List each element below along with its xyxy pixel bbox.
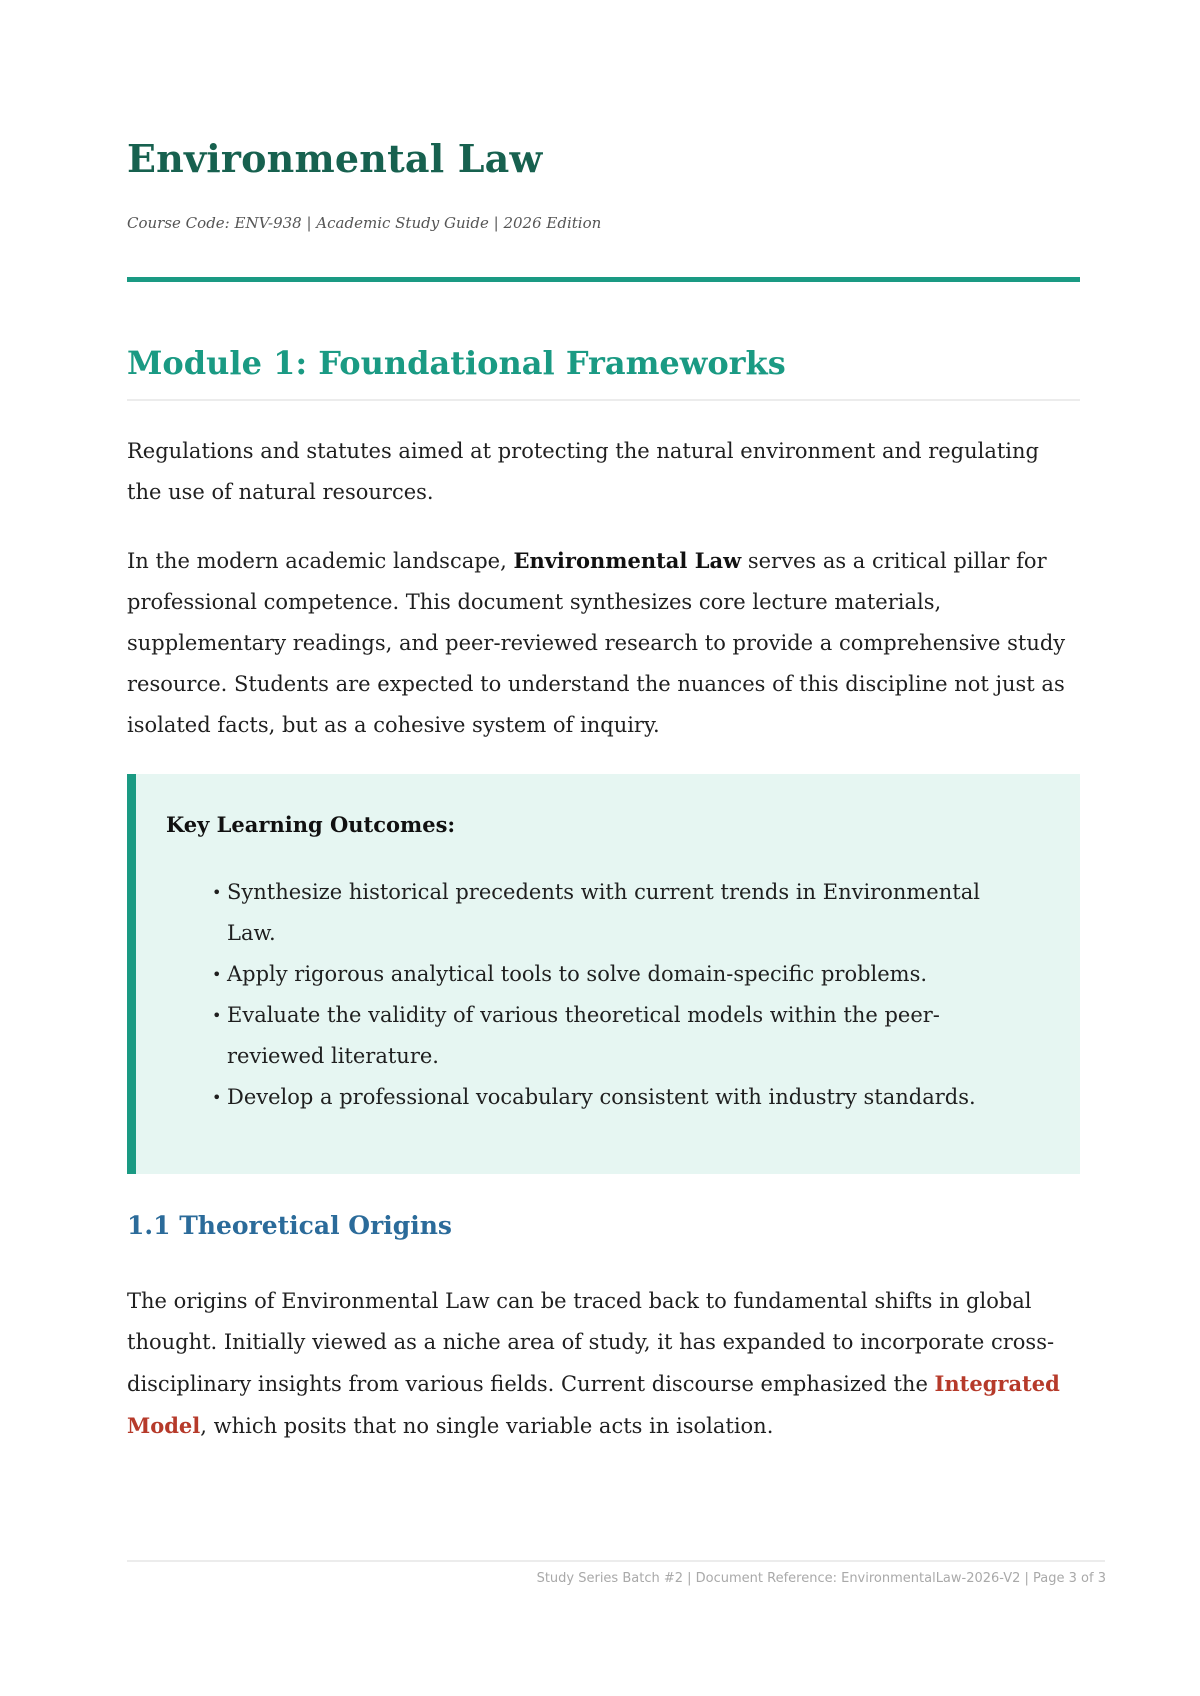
module-body-bold-term: Environmental Law (513, 548, 742, 573)
learning-outcomes-list (212, 872, 1027, 1118)
page-footer: Study Series Batch #2 | Document Reference: EnvironmentalLaw-2026-V2 | Page 3 of 3 (536, 1571, 1106, 1586)
module-divider (127, 399, 1080, 401)
document-meta: Course Code: ENV-938 | Academic Study Guide | 2026 Edition (127, 214, 602, 232)
section-heading: 1.1 Theoretical Origins (127, 1211, 452, 1240)
title-divider (127, 277, 1080, 282)
section-body-text-start: The origins of Environmental Law can be traced back to fundamental shifts in global thought. Initially viewed as a niche area of study, it has expanded to incorporate cross-disciplinary insights from various fields. Current discourse emphasized the (127, 1289, 1055, 1396)
module-body (127, 540, 1080, 746)
section-body-text-end: , which posits that no single variable acts in isolation. (200, 1414, 774, 1438)
list-item-text: Apply rigorous analytical tools to solve domain-specific problems. (227, 962, 928, 986)
section-body (127, 1281, 1080, 1447)
learning-outcomes-title: Key Learning Outcomes: (166, 812, 456, 837)
module-body-text-end: serves as a critical pillar for professional competence. This document synthesizes core lecture materials, supplementary readings, and peer-reviewed research to provide a comprehensive study resource. Students are expected to understand the nuances of this discipline not just as isolated facts, but as a cohesive system of inquiry. (127, 549, 1066, 737)
module-intro: Regulations and statutes aimed at protecting the natural environment and regulating the use of natural resources. (127, 439, 1039, 504)
highlighted-term: Integrated Model (127, 1371, 1060, 1438)
footer-divider (127, 1560, 1105, 1562)
bullet-icon: • (212, 965, 222, 984)
module-body-text-start: In the modern academic landscape, (127, 549, 514, 573)
bullet-icon: • (212, 1006, 222, 1025)
list-item (212, 872, 1027, 954)
list-item (212, 1077, 1027, 1118)
list-item (212, 995, 1027, 1077)
list-item-text: Evaluate the validity of various theoretical models within the peer-reviewed literature. (227, 1003, 940, 1068)
module-heading: Module 1: Foundational Frameworks (127, 344, 786, 382)
bullet-icon: • (212, 883, 222, 902)
list-item-text: Synthesize historical precedents with current trends in Environmental Law. (227, 880, 980, 945)
document-title: Environmental Law (127, 136, 543, 181)
list-item-text: Develop a professional vocabulary consistent with industry standards. (227, 1085, 976, 1109)
list-item (212, 954, 1027, 995)
bullet-icon: • (212, 1088, 222, 1107)
